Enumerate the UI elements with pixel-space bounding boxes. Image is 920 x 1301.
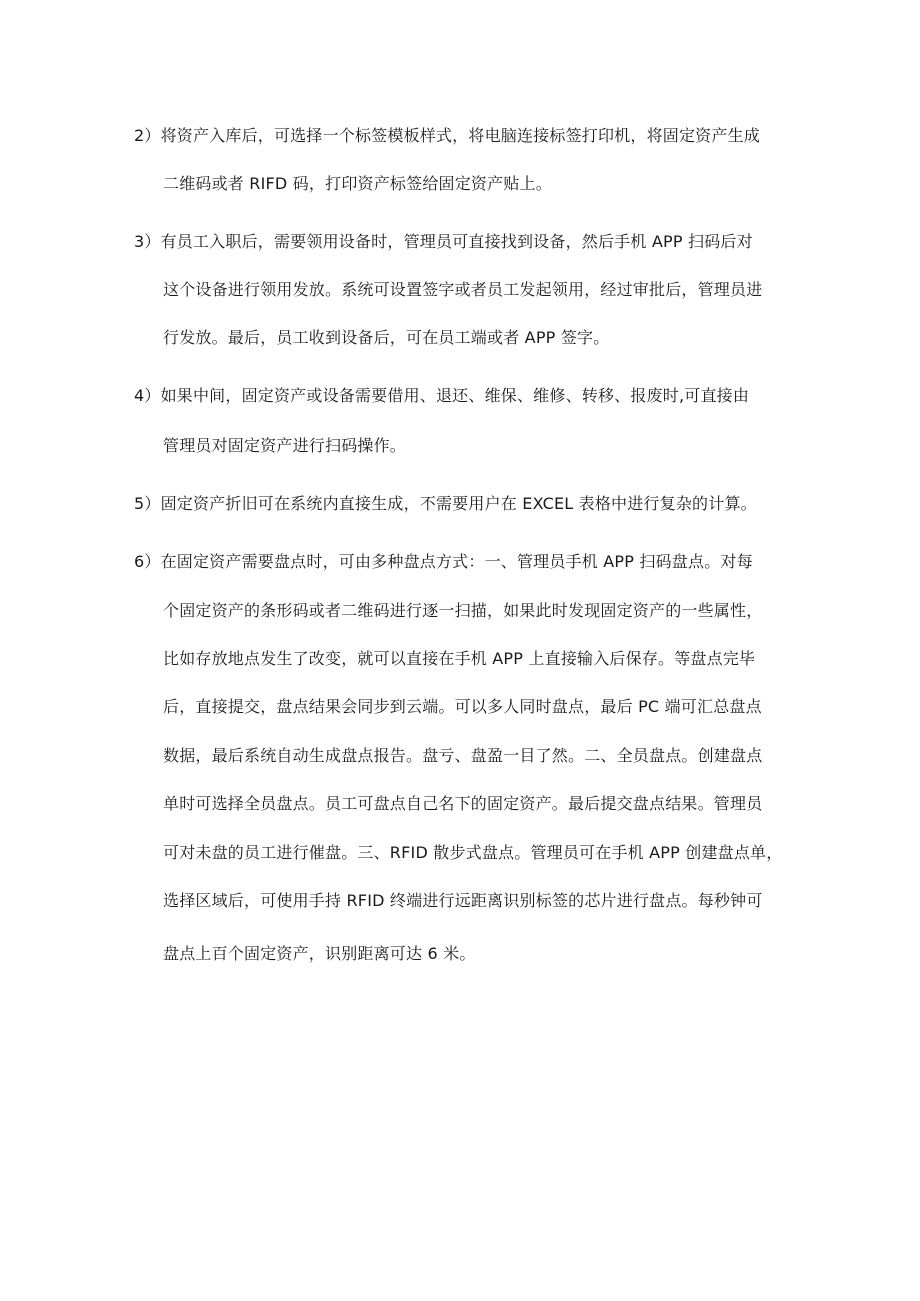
item-6-line-7: 可对未盘的员工进行催盘。三、RFID 散步式盘点。管理员可在手机 APP 创建盘点单， (163, 843, 783, 862)
item-3-line-1: 3）有员工入职后，需要领用设备时，管理员可直接找到设备，然后手机 APP 扫码后对 (134, 232, 753, 251)
item-6-line-1: 6）在固定资产需要盘点时，可由多种盘点方式：一、管理员手机 APP 扫码盘点。对每 (134, 552, 753, 571)
item-6-line-9: 盘点上百个固定资产，识别距离可达 6 米。 (163, 944, 476, 963)
item-6-line-4: 后，直接提交，盘点结果会同步到云端。可以多人同时盘点，最后 PC 端可汇总盘点 (163, 697, 762, 716)
item-6-line-2: 个固定资产的条形码或者二维码进行逐一扫描，如果此时发现固定资产的一些属性， (163, 601, 763, 620)
item-6-line-6: 单时可选择全员盘点。员工可盘点自己名下的固定资产。最后提交盘点结果。管理员 (163, 794, 763, 813)
item-4-line-1: 4）如果中间，固定资产或设备需要借用、退还、维保、维修、转移、报废时,可直接由 (134, 386, 750, 405)
item-5-line-1: 5）固定资产折旧可在系统内直接生成，不需要用户在 EXCEL 表格中进行复杂的计算。 (134, 494, 757, 513)
item-6-line-3: 比如存放地点发生了改变，就可以直接在手机 APP 上直接输入后保存。等盘点完毕 (163, 649, 756, 668)
item-2-line-2: 二维码或者 RIFD 码，打印资产标签给固定资产贴上。 (163, 174, 552, 193)
item-2-line-1: 2）将资产入库后，可选择一个标签模板样式，将电脑连接标签打印机，将固定资产生成 (134, 126, 760, 145)
item-3-line-2: 这个设备进行领用发放。系统可设置签字或者员工发起领用，经过审批后，管理员进 (163, 280, 763, 299)
item-6-line-8: 选择区域后，可使用手持 RFID 终端进行远距离识别标签的芯片进行盘点。每秒钟可 (163, 891, 763, 910)
item-3-line-3: 行发放。最后，员工收到设备后，可在员工端或者 APP 签字。 (163, 328, 610, 347)
item-6-line-5: 数据，最后系统自动生成盘点报告。盘亏、盘盈一目了然。二、全员盘点。创建盘点 (163, 746, 763, 765)
item-4-line-2: 管理员对固定资产进行扫码操作。 (163, 436, 407, 455)
